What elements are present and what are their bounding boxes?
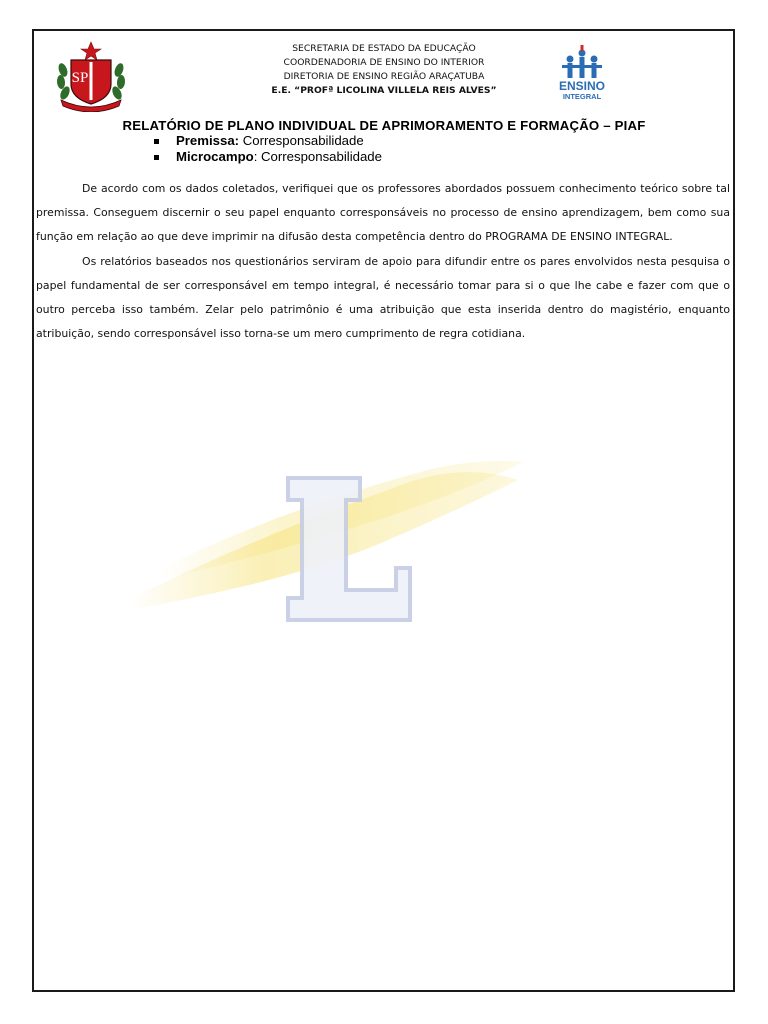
document-header [240,42,528,98]
seal-letters: SP [71,70,89,86]
list-item-microcampo [152,149,382,165]
report-title: RELATÓRIO DE PLANO INDIVIDUAL DE APRIMORAMENTO E FORMAÇÃO – PIAF [122,118,646,133]
school-l-watermark-icon [128,450,528,630]
ei-logo-line-1: ENSINO [558,79,606,93]
premise-list [152,133,382,165]
header-line-1: SECRETARIA DE ESTADO DA EDUCAÇÃO [292,43,476,54]
sao-paulo-coat-of-arms-icon [53,40,129,112]
report-body [36,177,730,346]
watermark-letter: L [349,532,356,543]
paragraph-2: Os relatórios baseados nos questionários serviram de apoio para difundir entre os pares envolvidos nesta pesquisa o papel fundamental de ser corresponsável em tempo integral, é necessário tomar para si o que lhe cabe e fazer com que o outro perceba isso também. Zelar pelo patrimônio é uma atribuição que esta inserida dentro do magistério, enquanto atribuição, sendo corresponsável isso torna-se um mero cumprimento de regra cotidiana. [36,254,730,341]
list-item-premissa [152,133,382,149]
premissa-value: Corresponsabilidade [239,133,364,148]
header-line-3: DIRETORIA DE ENSINO REGIÃO ARAÇATUBA [283,71,485,82]
ensino-integral-logo-icon [552,44,616,104]
ei-logo-line-2: INTEGRAL [562,92,602,101]
microcampo-label: Microcampo [176,149,254,164]
school-name: E.E. “PROFª LICOLINA VILLELA REIS ALVES” [271,85,497,96]
paragraph-1: De acordo com os dados coletados, verifiquei que os professores abordados possuem conhecimento teórico sobre tal premissa. Conseguem discernir o seu papel enquanto corresponsáveis no processo de ensino aprendizagem, bem como sua função em relação ao que deve imprimir na difusão desta competência dentro do PROGRAMA DE ENSINO INTEGRAL. [36,182,730,244]
header-line-2: COORDENADORIA DE ENSINO DO INTERIOR [283,57,485,68]
microcampo-value: : Corresponsabilidade [253,149,382,164]
premissa-label: Premissa: [176,133,240,148]
